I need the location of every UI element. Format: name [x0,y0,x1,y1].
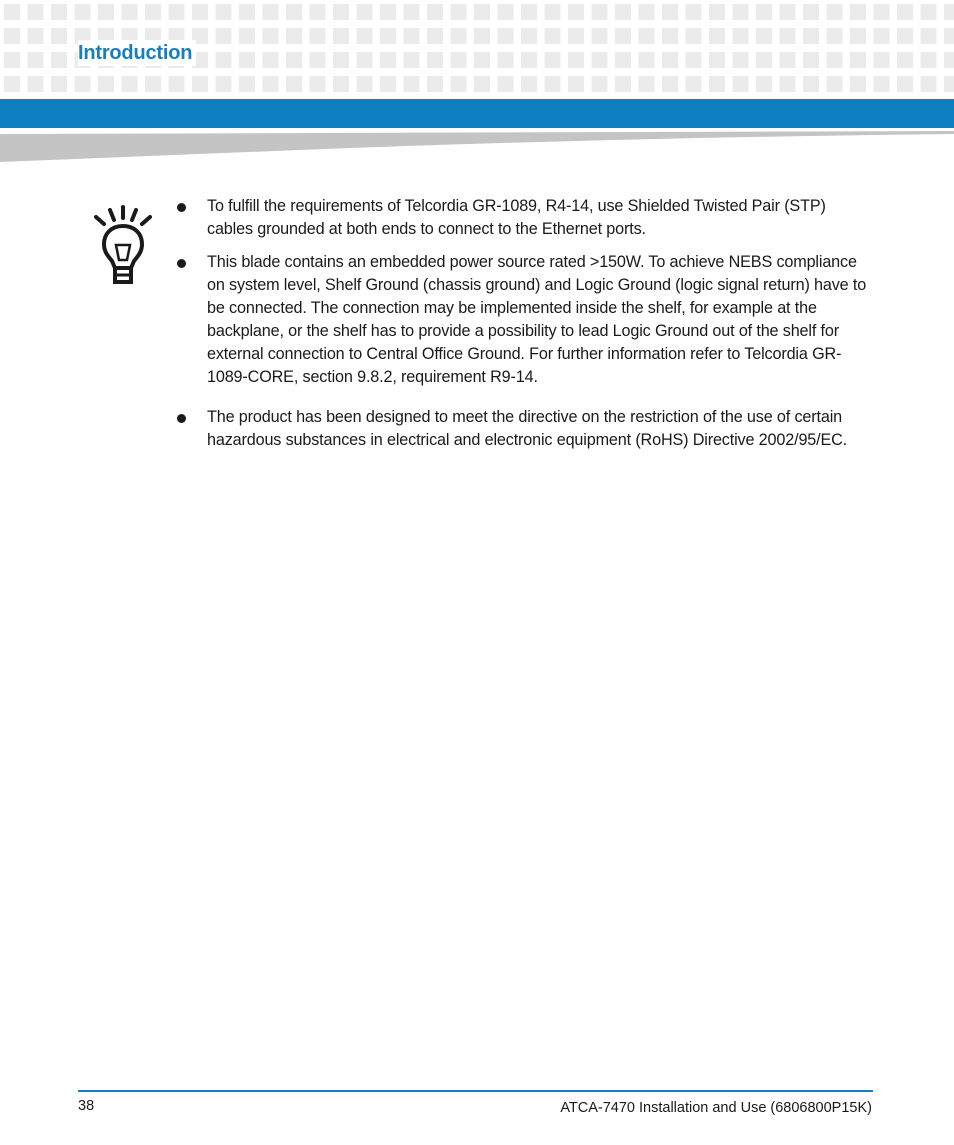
page-header [0,0,954,100]
lightbulb-icon [92,204,156,288]
header-gray-swoosh [0,128,954,168]
document-title: ATCA-7470 Installation and Use (6806800P15K) [560,1100,872,1116]
header-blue-bar [0,99,954,128]
section-title: Introduction [78,40,196,66]
bullet-item: To fulfill the requirements of Telcordia GR-1089, R4-14, use Shielded Twisted Pair (STP) cables grounded at both ends to connect to the Ethernet ports. [174,195,874,241]
page-number: 38 [78,1098,95,1114]
footer-rule [78,1090,873,1092]
note-bullet-list [174,195,874,462]
bullet-item: The product has been designed to meet the directive on the restriction of the use of certain hazardous substances in electrical and electronic equipment (RoHS) Directive 2002/95/EC. [174,406,874,452]
bullet-item: This blade contains an embedded power source rated >150W. To achieve NEBS compliance on system level, Shelf Ground (chassis ground) and Logic Ground (logic signal return) have to be connected. The connection may be implemented inside the shelf, for example at the backplane, or the shelf has to provide a possibility to lead Logic Ground out of the shelf for external connection to Central Office Ground. For further information refer to Telcordia GR-1089-CORE, section 9.8.2, requirement R9-14. [174,251,874,389]
